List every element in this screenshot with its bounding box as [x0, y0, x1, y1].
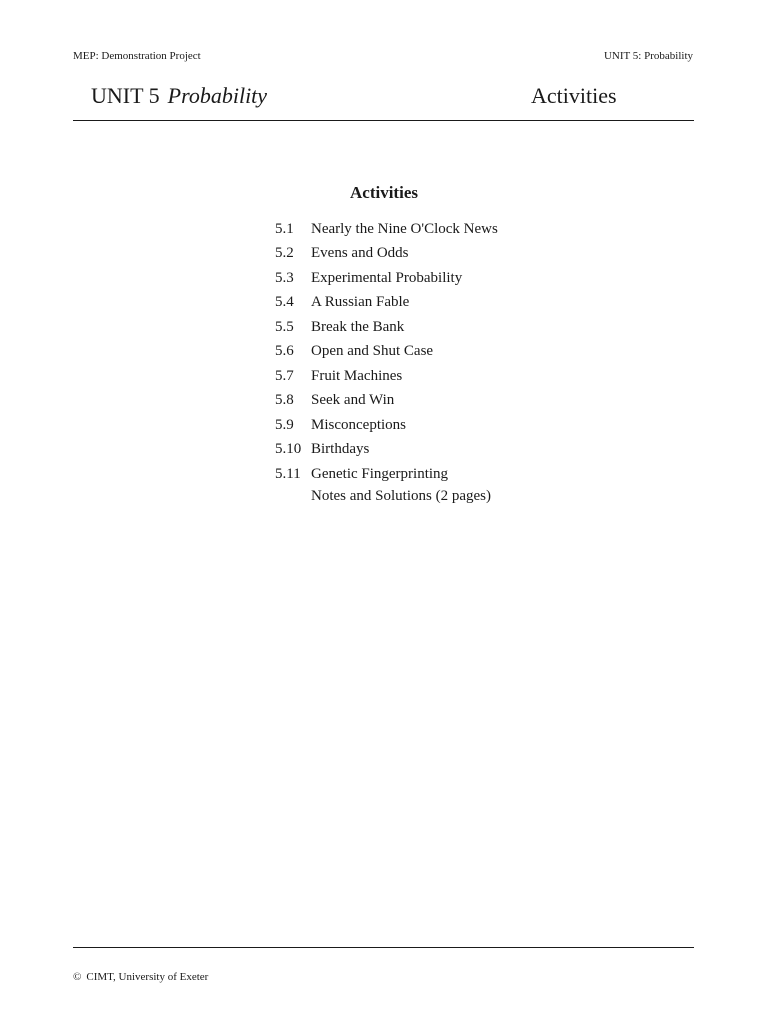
section-heading: Activities [531, 83, 617, 108]
activity-item [275, 291, 498, 316]
activity-number: 5.1 [275, 220, 294, 237]
unit-number: UNIT 5 [91, 83, 160, 108]
footer-text: CIMT, University of Exeter [86, 971, 209, 983]
activity-title: Evens and Odds [311, 245, 409, 262]
activity-item [275, 315, 498, 340]
activity-item [275, 413, 498, 438]
copyright-icon: © [73, 971, 82, 983]
activity-title: Birthdays [311, 441, 370, 458]
activity-title: Open and Shut Case [311, 343, 434, 360]
running-header-left: MEP: Demonstration Project [73, 50, 201, 62]
activity-item [275, 438, 498, 463]
activity-number: 5.4 [275, 294, 294, 311]
header-divider [73, 120, 694, 121]
activity-title: Genetic Fingerprinting [311, 465, 449, 482]
activity-title: Seek and Win [311, 392, 395, 409]
activity-number: 5.5 [275, 318, 294, 335]
activity-number: 5.8 [275, 392, 294, 409]
activity-title: Experimental Probability [311, 269, 463, 286]
activity-number: 5.3 [275, 269, 294, 286]
activity-title: A Russian Fable [311, 294, 410, 311]
activity-item [275, 389, 498, 414]
activity-item [275, 242, 498, 267]
activity-list [275, 217, 498, 487]
activity-title: Fruit Machines [311, 367, 403, 384]
notes-and-solutions: Notes and Solutions (2 pages) [311, 488, 491, 504]
running-header-right: UNIT 5: Probability [603, 50, 693, 62]
activity-item [275, 266, 498, 291]
activity-item [275, 462, 498, 487]
activity-title: Break the Bank [311, 318, 405, 335]
activity-number: 5.10 [275, 441, 302, 458]
activity-title: Misconceptions [311, 416, 406, 433]
activity-item [275, 340, 498, 365]
list-title: Activities [350, 183, 418, 202]
activity-title: Nearly the Nine O'Clock News [311, 220, 498, 237]
activity-item [275, 364, 498, 389]
unit-heading [91, 82, 267, 110]
activity-number: 5.9 [275, 416, 294, 433]
activity-number: 5.6 [275, 343, 294, 360]
footer-divider [73, 947, 694, 948]
unit-topic: Probability [167, 83, 268, 108]
footer [73, 970, 208, 984]
activity-item [275, 217, 498, 242]
activity-number: 5.7 [275, 367, 294, 384]
activity-number: 5.2 [275, 245, 294, 262]
activity-number: 5.11 [275, 465, 301, 482]
